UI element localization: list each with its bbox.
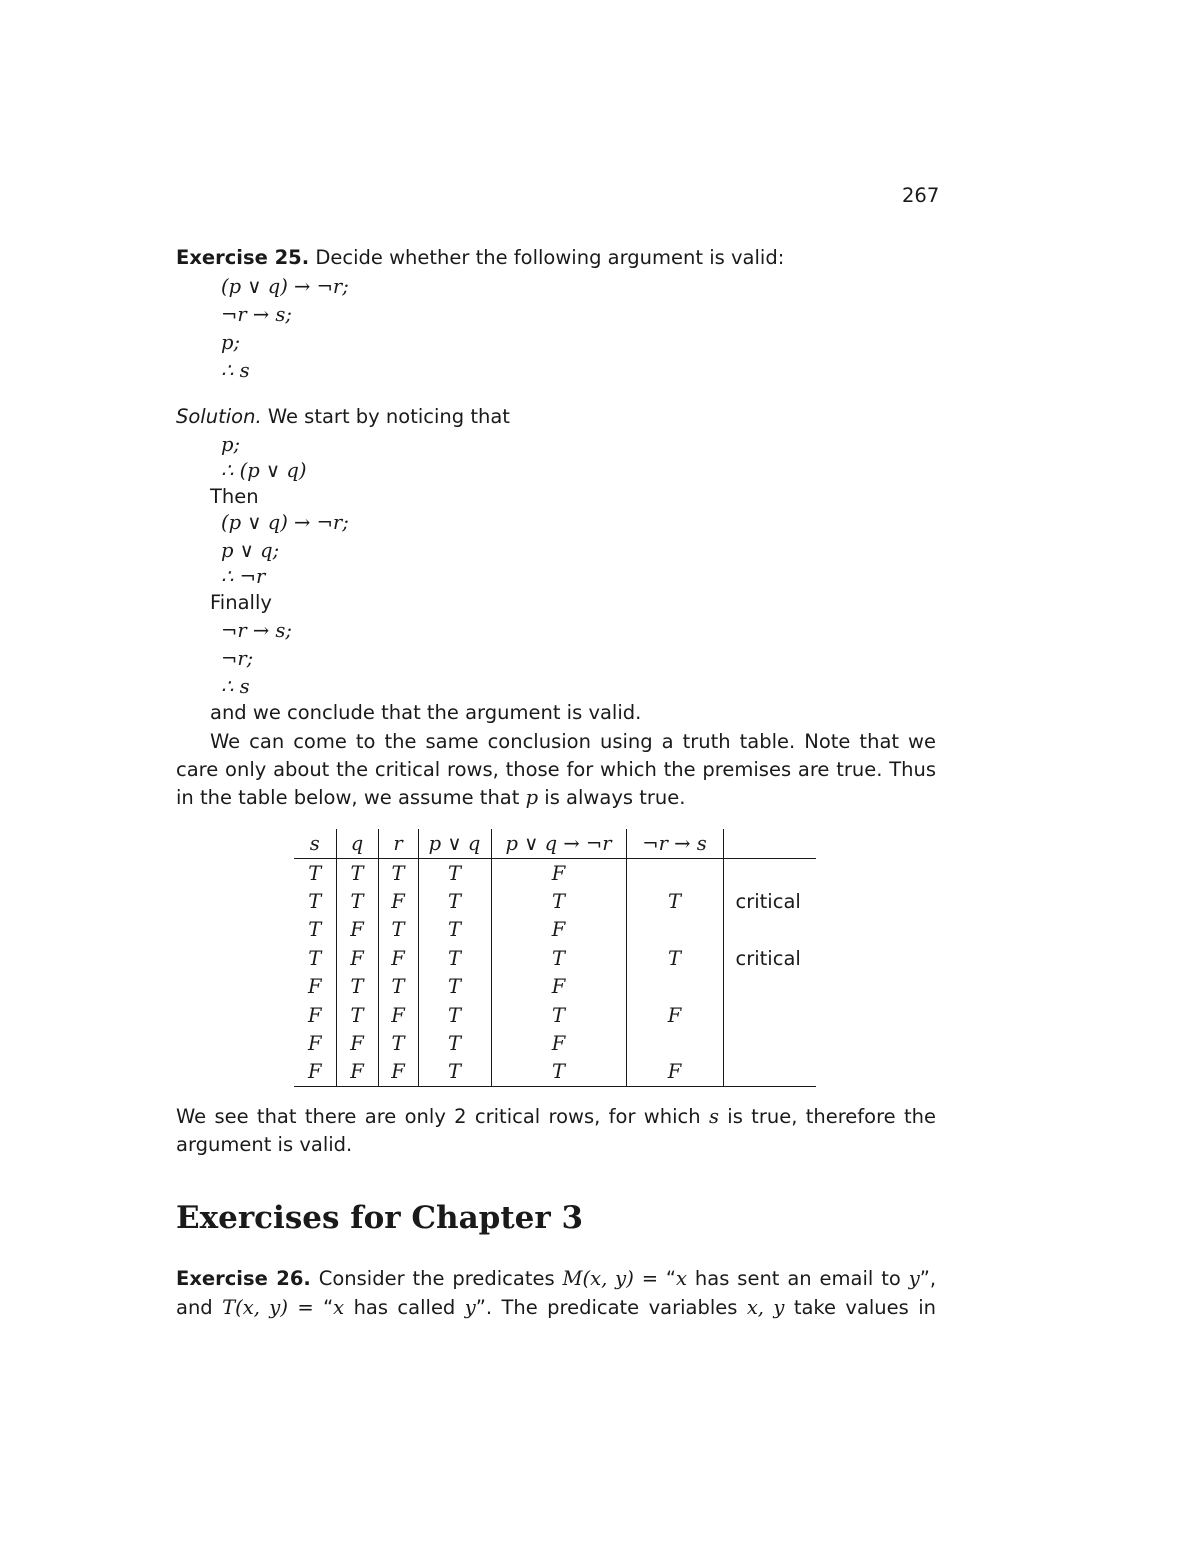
truth-value-cell: T [491, 944, 626, 972]
truth-table-row [294, 887, 816, 915]
exercise-26-line-1 [176, 1266, 936, 1292]
row-note: critical [723, 944, 816, 972]
truth-value-cell: T [418, 1001, 491, 1029]
step3-line-1: ¬r → s; [221, 619, 292, 642]
row-note: critical [723, 887, 816, 915]
truth-value-cell: T [491, 1001, 626, 1029]
truth-value-cell: T [418, 887, 491, 915]
truth-value-cell: T [308, 890, 322, 914]
truth-value-cell: T [336, 973, 378, 1001]
then-word: Then [210, 485, 259, 508]
step2-line-3: ∴ ¬r [221, 565, 266, 588]
header-premise-1: p ∨ q → ¬r [491, 829, 626, 859]
after-table-line-1 [176, 1104, 936, 1130]
truth-value-cell: F [626, 1001, 723, 1029]
paragraph-line-1: We can come to the same conclusion using a truth table. Note that we [210, 730, 936, 753]
row-note [723, 859, 816, 888]
after-table-start: We see that there are only 2 critical rows, for which [176, 1105, 709, 1128]
truth-value-cell: T [418, 1058, 491, 1087]
variable-s: s [708, 1105, 719, 1128]
step1-line-2: ∴ (p ∨ q) [221, 459, 307, 482]
truth-value-cell: T [626, 944, 723, 972]
exercise-26-text-b: = “ [633, 1267, 677, 1290]
truth-table-row [294, 859, 816, 888]
truth-value-cell: T [418, 916, 491, 944]
exercise-25-statement [176, 245, 784, 271]
truth-table-body [294, 859, 816, 1087]
exercise-26-text-e: and [176, 1296, 223, 1319]
truth-value-cell: T [418, 973, 491, 1001]
row-note [723, 973, 816, 1001]
truth-value-cell: T [308, 918, 322, 942]
step2-line-1: (p ∨ q) → ¬r; [221, 511, 349, 534]
exercise-26-line-2 [176, 1295, 936, 1321]
truth-value-cell: F [307, 1003, 322, 1027]
exercise-26-text-g: has called [344, 1296, 465, 1319]
header-p-or-q: p ∨ q [418, 829, 491, 859]
paragraph-line-3 [176, 785, 685, 811]
truth-table-row [294, 1058, 816, 1087]
truth-value-cell: F [491, 916, 626, 944]
truth-table-header-row [294, 829, 816, 859]
header-r: r [378, 829, 418, 859]
exercise-25-prompt: Decide whether the following argument is valid: [309, 246, 785, 269]
variable-y-2: y [464, 1296, 476, 1319]
exercise-25-label: Exercise 25. [176, 246, 310, 269]
after-table-line-2: argument is valid. [176, 1133, 353, 1156]
after-table-end: is true, therefore the [718, 1105, 936, 1128]
truth-table-row [294, 1001, 816, 1029]
truth-value-cell: F [336, 1058, 378, 1087]
row-note [723, 1001, 816, 1029]
truth-value-cell: F [307, 1032, 322, 1056]
exercise-26-text-f: = “ [287, 1296, 334, 1319]
variable-x-2: x [333, 1296, 345, 1319]
header-notes [723, 829, 816, 859]
truth-value-cell [626, 1029, 723, 1057]
truth-value-cell: T [626, 887, 723, 915]
truth-value-cell: F [378, 887, 418, 915]
truth-table-row [294, 973, 816, 1001]
truth-value-cell: F [307, 975, 322, 999]
truth-value-cell: F [336, 1029, 378, 1057]
truth-value-cell: F [378, 1058, 418, 1087]
solution-intro [176, 404, 510, 430]
predicate-t: T(x, y) [222, 1296, 288, 1319]
paragraph-line-3-start: in the table below, we assume that [176, 786, 526, 809]
truth-value-cell: T [378, 1029, 418, 1057]
premise-conclusion: ∴ s [221, 359, 250, 382]
variable-p: p [525, 786, 539, 809]
truth-value-cell: T [308, 946, 322, 970]
solution-intro-text: We start by noticing that [261, 405, 510, 428]
truth-value-cell: F [378, 1001, 418, 1029]
exercise-26-text-c: has sent an email to [687, 1267, 909, 1290]
truth-value-cell: T [491, 887, 626, 915]
truth-value-cell: F [294, 1058, 336, 1087]
premise-3: p; [221, 331, 241, 354]
truth-table [294, 829, 816, 1087]
truth-value-cell: T [418, 944, 491, 972]
step1-line-1: p; [221, 433, 241, 456]
step2-line-2: p ∨ q; [221, 539, 280, 562]
variables-x-y: x, y [746, 1296, 785, 1319]
variable-x: x [676, 1267, 688, 1290]
exercise-26-text-a: Consider the predicates [310, 1267, 563, 1290]
truth-value-cell: F [491, 1029, 626, 1057]
paragraph-line-3-end: is always true. [538, 786, 686, 809]
truth-table-row [294, 1029, 816, 1057]
truth-value-cell [626, 916, 723, 944]
exercise-26-label: Exercise 26. [176, 1267, 311, 1290]
premise-2: ¬r → s; [221, 303, 292, 326]
truth-value-cell: F [336, 944, 378, 972]
premise-1: (p ∨ q) → ¬r; [221, 275, 349, 298]
truth-table-row [294, 916, 816, 944]
header-q: q [336, 829, 378, 859]
solution-conclusion: and we conclude that the argument is valid. [210, 701, 642, 724]
finally-word: Finally [210, 591, 272, 614]
truth-value-cell: T [336, 859, 378, 888]
exercise-26-text-d: ”, [919, 1267, 937, 1290]
truth-value-cell: F [491, 973, 626, 1001]
row-note [723, 916, 816, 944]
truth-table-row [294, 944, 816, 972]
exercise-26-text-h: ”. The predicate variables [475, 1296, 747, 1319]
truth-value-cell: F [336, 916, 378, 944]
step3-line-2: ¬r; [221, 647, 254, 670]
truth-value-cell: T [491, 1058, 626, 1087]
row-note [723, 1029, 816, 1057]
section-heading: Exercises for Chapter 3 [176, 1200, 584, 1236]
truth-value-cell: T [336, 887, 378, 915]
header-s: s [294, 829, 336, 859]
truth-value-cell: T [336, 1001, 378, 1029]
variable-y: y [908, 1267, 920, 1290]
truth-value-cell [626, 973, 723, 1001]
truth-value-cell: T [378, 859, 418, 888]
truth-value-cell: T [418, 1029, 491, 1057]
truth-value-cell [626, 859, 723, 888]
header-premise-2: ¬r → s [626, 829, 723, 859]
truth-value-cell: T [378, 973, 418, 1001]
row-note [723, 1058, 816, 1087]
exercise-26-text-i: take values in [784, 1296, 937, 1319]
paragraph-line-2: care only about the critical rows, those for which the premises are true. Thus [176, 758, 936, 781]
solution-label: Solution. [176, 405, 262, 428]
truth-value-cell: F [378, 944, 418, 972]
truth-value-cell: T [378, 916, 418, 944]
truth-value-cell: T [308, 861, 322, 885]
step3-line-3: ∴ s [221, 675, 250, 698]
predicate-m: M(x, y) [562, 1267, 634, 1290]
truth-value-cell: F [491, 859, 626, 888]
page-number: 267 [902, 184, 940, 207]
truth-value-cell: F [626, 1058, 723, 1087]
truth-value-cell: T [418, 859, 491, 888]
